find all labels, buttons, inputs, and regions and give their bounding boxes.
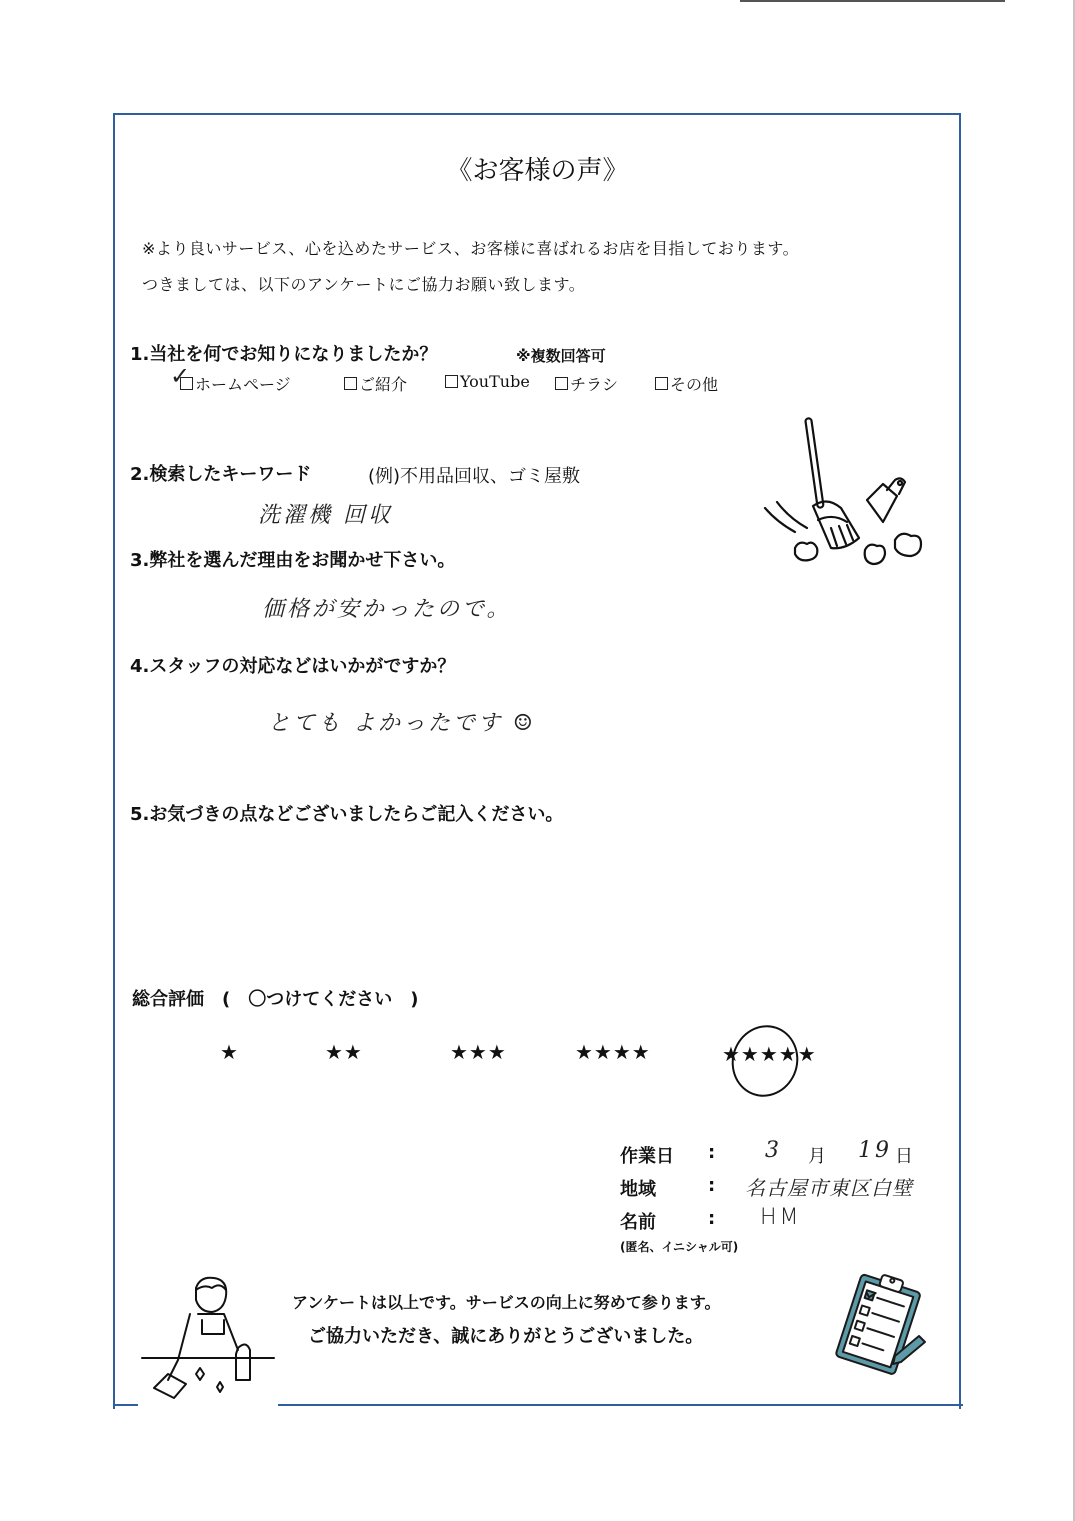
closing-line-2: ご協力いただき、誠にありがとうございました。: [308, 1326, 704, 1347]
option-youtube[interactable]: [445, 372, 530, 391]
rating-option-4[interactable]: ★★★★: [575, 1040, 651, 1064]
area-label: 地域: [620, 1179, 656, 1200]
scan-edge-top: [740, 0, 1005, 2]
survey-frame: [113, 113, 961, 1409]
rating-option-3[interactable]: ★★★: [450, 1040, 507, 1064]
option-youtube-label: YouTube: [460, 372, 530, 391]
rating-label: 総合評価 ( 〇つけてください ): [132, 989, 419, 1010]
frame-border-bottom-left: [113, 1404, 138, 1406]
closing-line-1: アンケートは以上です。サービスの向上に努めて参ります。: [292, 1293, 721, 1312]
work-date-day[interactable]: 19: [858, 1138, 892, 1163]
rating-option-5[interactable]: ★★★★★: [722, 1042, 817, 1066]
person-cleaning-icon: [138, 1270, 278, 1410]
area-colon: :: [708, 1175, 716, 1196]
intro-line-1: ※より良いサービス、心を込めたサービス、お客様に喜ばれるお店を目指しております。: [142, 239, 800, 258]
question-5-label: 5.お気づきの点などございましたらご記入ください。: [130, 804, 564, 825]
work-date-colon: :: [708, 1142, 716, 1163]
question-2-answer[interactable]: 洗濯機 回収: [258, 503, 393, 528]
handwritten-check-icon: ✓: [170, 362, 191, 390]
intro-line-2: つきましては、以下のアンケートにご協力お願い致します。: [142, 275, 586, 294]
question-2-example: (例)不用品回収、ゴミ屋敷: [368, 466, 581, 487]
question-5-answer[interactable]: [140, 840, 940, 960]
work-date-month[interactable]: 3: [765, 1138, 782, 1163]
option-flyer[interactable]: [555, 372, 618, 395]
option-referral[interactable]: [344, 372, 407, 395]
checkbox-other[interactable]: [655, 377, 668, 390]
clipboard-checklist-icon: [825, 1270, 935, 1380]
question-3-answer[interactable]: 価格が安かったので。: [262, 597, 512, 622]
frame-border-bottom-right: [278, 1404, 963, 1406]
checkbox-referral[interactable]: [344, 377, 357, 390]
work-date-label: 作業日: [620, 1146, 674, 1167]
rating-option-1[interactable]: ★: [220, 1040, 239, 1064]
question-4-label: 4.スタッフの対応などはいかがですか？: [130, 656, 456, 677]
day-unit: 日: [895, 1146, 913, 1167]
question-2-label: 2.検索したキーワード: [130, 464, 312, 485]
checkbox-youtube[interactable]: [445, 375, 458, 388]
broom-dustpan-icon: [755, 410, 935, 580]
name-note: (匿名、イニシャル可): [620, 1240, 739, 1254]
question-1-label: 1.当社を何でお知りになりましたか？: [130, 344, 438, 365]
question-4-answer[interactable]: とても よかったです ☺: [268, 711, 536, 736]
option-other[interactable]: [655, 372, 718, 395]
question-3-label: 3.弊社を選んだ理由をお聞かせ下さい。: [130, 550, 456, 571]
page-title: 《お客様の声》: [446, 156, 629, 186]
name-colon: :: [708, 1208, 716, 1229]
option-flyer-label: チラシ: [570, 375, 619, 394]
month-unit: 月: [808, 1146, 826, 1167]
option-homepage-label: ホームページ: [195, 375, 291, 394]
checkbox-homepage[interactable]: [180, 377, 193, 390]
option-homepage[interactable]: [180, 372, 291, 395]
option-other-label: その他: [670, 375, 719, 394]
name-value[interactable]: HM: [760, 1205, 802, 1230]
area-value[interactable]: 名古屋市東区白壁: [745, 1176, 913, 1200]
rating-option-2[interactable]: ★★: [325, 1040, 363, 1064]
name-label: 名前: [620, 1212, 656, 1233]
checkbox-flyer[interactable]: [555, 377, 568, 390]
option-referral-label: ご紹介: [359, 375, 408, 394]
question-1-note: ※複数回答可: [516, 347, 606, 365]
